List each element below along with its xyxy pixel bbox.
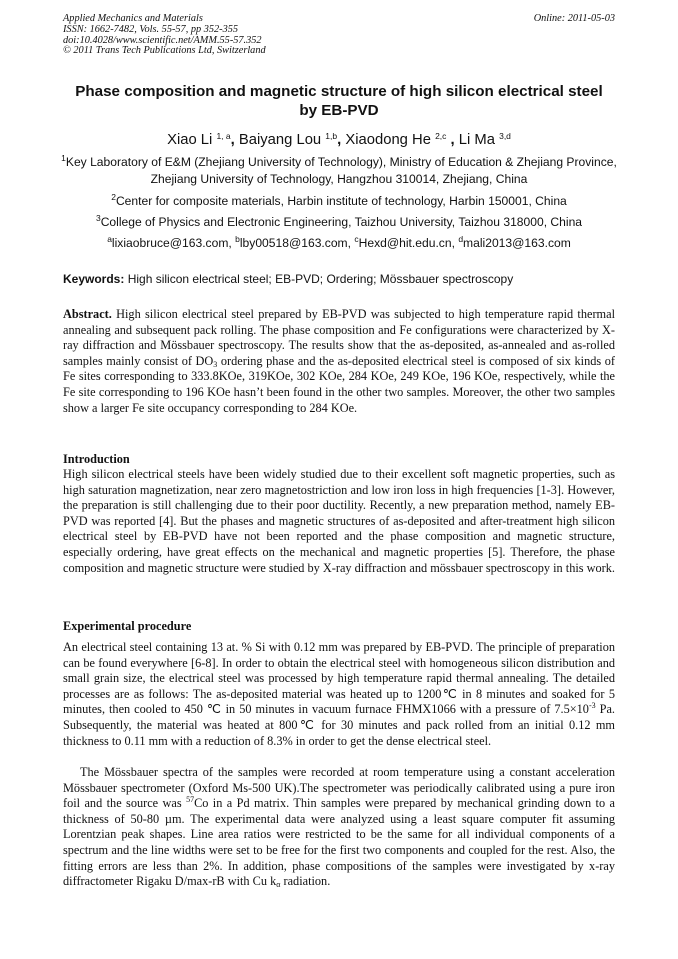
author-name: Xiaodong He — [345, 132, 431, 148]
issn-line: ISSN: 1662-7482, Vols. 55-57, pp 352-355 — [63, 23, 239, 35]
introduction-text: High silicon electrical steels have been widely studied due to their excellent soft magnetic properties, such as high saturation magnetization, near zero magnetostriction and low iron loss in high frequencies [1-3]. However, the preparation is still challenging due to their poor ductility. Recently, a new preparation method, namely EB-PVD was reported [4]. But the phases and magnetic structures of as-deposited and after-treatment high silicon electrical steel by EB-PVD have not been reported and the phase composition and magnetic structure, especially ordering, have great effects on the mechanical and magnetic properties [5]. Therefore, the phase composition and magnetic structure were studied by X-ray diffraction and mössbauer spectroscopy in this work. — [63, 467, 615, 575]
author-name: Li Ma — [458, 132, 495, 148]
email-marker: a — [107, 234, 112, 244]
author-list: Xiao Li $^{1, a}$, Baiyang Lou $^{1,b}$, Xiaodong He $^{2,c}$ , Li Ma $^{3,d}$ — [167, 131, 511, 148]
radiation-subscript: α — [276, 880, 281, 890]
journal-header — [63, 14, 423, 57]
email-marker: c — [354, 234, 359, 244]
journal-name: Applied Mechanics and Materials — [63, 13, 203, 24]
email-marker: d — [458, 234, 464, 244]
author-name: Baiyang Lou — [238, 132, 322, 148]
introduction-heading: Introduction — [63, 452, 130, 466]
affiliation-1 — [60, 154, 618, 188]
abstract-subscript: 3 — [213, 359, 218, 369]
experimental-text: An electrical steel containing 13 at. % Si with 0.12 mm was prepared by EB-PVD. The principle of preparation can be found everywhere [6-8]. In order to obtain the electrical steel with homogeneous silicon distribution and small grain size, the electrical steel was processed by high temperature rapid thermal annealing. The detailed processes are as follows: The as-deposited material was heated up to 1200℃ in 8 minutes and soaked for 5 minutes, then cooled to 450 ℃ in 50 minutes in vacuum furnace FHMX1066 with a pressure of 7.5×10 — [63, 640, 615, 717]
author-marker: 3,d — [499, 131, 511, 141]
affiliation-marker: 1 — [61, 153, 66, 163]
experimental-paragraph-2 — [63, 765, 615, 890]
affiliation-text: College of Physics and Electronic Engineering, Taizhou University, Taizhou 318000, China — [100, 215, 583, 229]
affiliation-2 — [60, 193, 618, 210]
email-address[interactable]: lby00518@163.com — [239, 236, 348, 250]
exponent: -3 — [588, 701, 596, 711]
affiliation-text: Center for composite materials, Harbin institute of technology, Harbin 150001, China — [115, 194, 567, 208]
keywords — [63, 272, 618, 287]
author-marker: 1, a — [216, 131, 231, 141]
doi-line: doi:10.4028/www.scientific.net/AMM.55-57.352 — [63, 34, 262, 46]
affiliation-text: Key Laboratory of E&M (Zhejiang University of Technology), Ministry of Education & Zhejiang Province, Zhejiang University of Technology, Hangzhou 310014, Zhejiang, China — [65, 155, 617, 186]
email-address[interactable]: mali2013@163.com — [463, 236, 571, 250]
keywords-label: Keywords: — [63, 272, 125, 286]
experimental-paragraph-1 — [63, 640, 615, 749]
email-address[interactable]: lixiaobruce@163.com — [111, 236, 229, 250]
abstract-text: High silicon electrical steel prepared by EB-PVD was subjected to high temperature rapid thermal annealing and subsequent pack rolling. The phase composition and Fe configurations were characterized by X-ray diffraction and Mössbauer spectroscopy. The results show that the as-deposited, as-annealed and as-rolled samples mainly consist of DO — [63, 307, 615, 368]
email-address[interactable]: Hexd@hit.edu.cn — [358, 236, 452, 250]
experimental-text-cont: Co in a Pd matrix. Thin samples were prepared by mechanical grinding down to a thickness of 50-80 µm. The experimental data were analyzed using a least square computer fit assuming Lorentzian peak shapes. Line area ratios were restricted to be the same for all individual components of a spectrum and the line widths were set to be free for the first two components and coupled for the rest. Also, the fitting errors are less than 2%. In addition, phase compositions of the samples were investigated by x-ray diffractometer Rigaku D/max-rB with Cu k — [63, 796, 615, 889]
email-marker: b — [235, 234, 240, 244]
author-name: Xiao Li — [167, 132, 213, 148]
affiliation-marker: 2 — [111, 192, 116, 202]
affiliation-marker: 3 — [95, 213, 101, 223]
online-date: Online: 2011-05-03 — [533, 13, 615, 24]
experimental-text: The Mössbauer spectra of the samples were recorded at room temperature using a constant acceleration Mössbauer spectrometer (Oxford Ms-500 UK).The spectrometer was periodically calibrated using a pure iron foil and the source was — [63, 765, 615, 811]
author-marker: 2,c — [435, 131, 447, 141]
paper-title: Phase composition and magnetic structure of high silicon electrical steel by EB-PVD — [75, 83, 603, 119]
experimental-text-end: radiation. — [280, 874, 331, 889]
copyright-line: © 2011 Trans Tech Publications Ltd, Switzerland — [63, 45, 266, 57]
abstract-label: Abstract. — [63, 307, 112, 321]
email-list: $^a$lixiaobruce@163.com, $^b$lby00518@163.com, $^c$Hexd@hit.edu.cn, $^d$mali2013@163.com — [107, 234, 571, 250]
keywords-text: High silicon electrical steel; EB-PVD; Ordering; Mössbauer spectroscopy — [127, 272, 514, 286]
abstract — [63, 307, 615, 416]
author-marker: 1,b — [325, 131, 338, 141]
affiliation-3 — [60, 214, 618, 231]
experimental-heading: Experimental procedure — [63, 619, 192, 633]
abstract-text-cont: ordering phase and the as-deposited electrical steel is composed of six kinds of Fe sites corresponding to 333.8KOe, 319KOe, 302 KOe, 284 KOe, 249 KOe, 196 KOe, respectively, while the Fe site corresponding to 196 KOe hasn’t been found in the other two samples. Moreover, the other two samples show a larger Fe site occupancy corresponding to 284 KOe. — [63, 353, 615, 415]
isotope-number: 57 — [186, 795, 195, 805]
experimental-text-cont: Pa. Subsequently, the material was heated at 800℃ for 30 minutes and pack rolled from an initial 0.12 mm thickness to 0.11 mm with a reduction of 8.3% in order to get the dense electrical steel. — [63, 702, 615, 748]
